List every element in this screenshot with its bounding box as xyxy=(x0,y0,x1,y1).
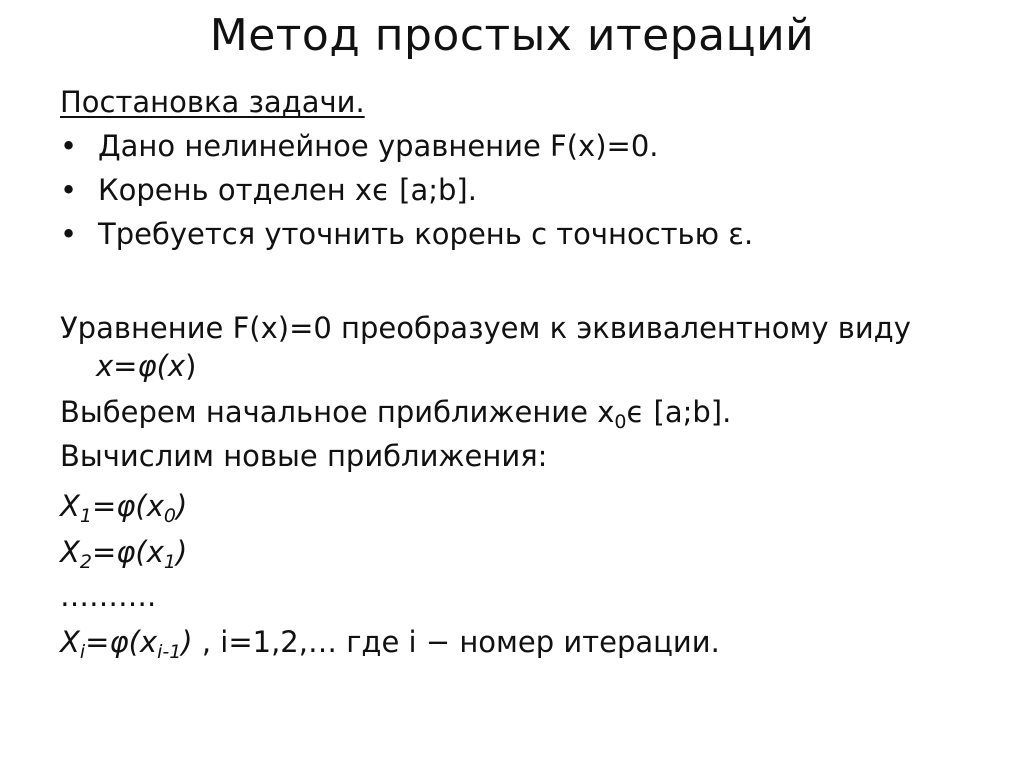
transform-line: Уравнение F(x)=0 преобразуем к эквивалентному виду xyxy=(60,311,911,345)
transform-formula xyxy=(96,348,196,384)
iteration-formula-2 xyxy=(60,534,188,573)
iter-X: X xyxy=(60,489,80,523)
bullet-glyph: • xyxy=(60,173,78,207)
iter-sub: 1 xyxy=(79,505,92,527)
initial-approx-line xyxy=(60,394,732,433)
iter-mid: =φ(x xyxy=(91,489,164,523)
ellipsis-line: ………. xyxy=(60,579,157,613)
initial-suffix: ϵ [a;b]. xyxy=(626,395,732,429)
bullet-glyph: • xyxy=(60,217,78,251)
iter-X: X xyxy=(60,535,80,569)
formula-phi: =φ( xyxy=(113,349,168,383)
iter-sub: 2 xyxy=(79,551,92,573)
iter-sub-arg: 0 xyxy=(163,505,176,527)
bullet-text: Корень отделен xϵ [a;b]. xyxy=(98,173,477,207)
initial-sub: 0 xyxy=(614,411,627,433)
formula-x-arg: x xyxy=(167,349,186,383)
iter-sub-arg: 1 xyxy=(163,551,176,573)
bullet-glyph: • xyxy=(60,129,78,163)
general-iteration-formula xyxy=(60,624,720,663)
iter-close: ) xyxy=(175,489,188,523)
formula-x: x xyxy=(96,349,114,383)
slide-title: Метод простых итераций xyxy=(209,10,815,61)
initial-prefix: Выберем начальное приближение x xyxy=(60,395,615,429)
formula-close: ) xyxy=(185,349,197,383)
iter-mid: =φ(x xyxy=(85,625,158,659)
bullet-text: Дано нелинейное уравнение F(x)=0. xyxy=(98,129,659,163)
bullet-text: Требуется уточнить корень с точностью ε. xyxy=(98,217,754,251)
iter-close: ) xyxy=(175,535,188,569)
iteration-formula-1 xyxy=(60,488,188,527)
compute-line: Вычислим новые приближения: xyxy=(60,439,548,473)
iter-mid: =φ(x xyxy=(91,535,164,569)
problem-heading: Постановка задачи. xyxy=(60,85,365,119)
iter-X: X xyxy=(60,625,80,659)
general-tail: , i=1,2,… где i − номер итерации. xyxy=(192,625,720,659)
iter-sub: i xyxy=(79,641,86,663)
iter-close: ) xyxy=(181,625,193,659)
iter-sub-arg: i-1 xyxy=(157,641,182,663)
